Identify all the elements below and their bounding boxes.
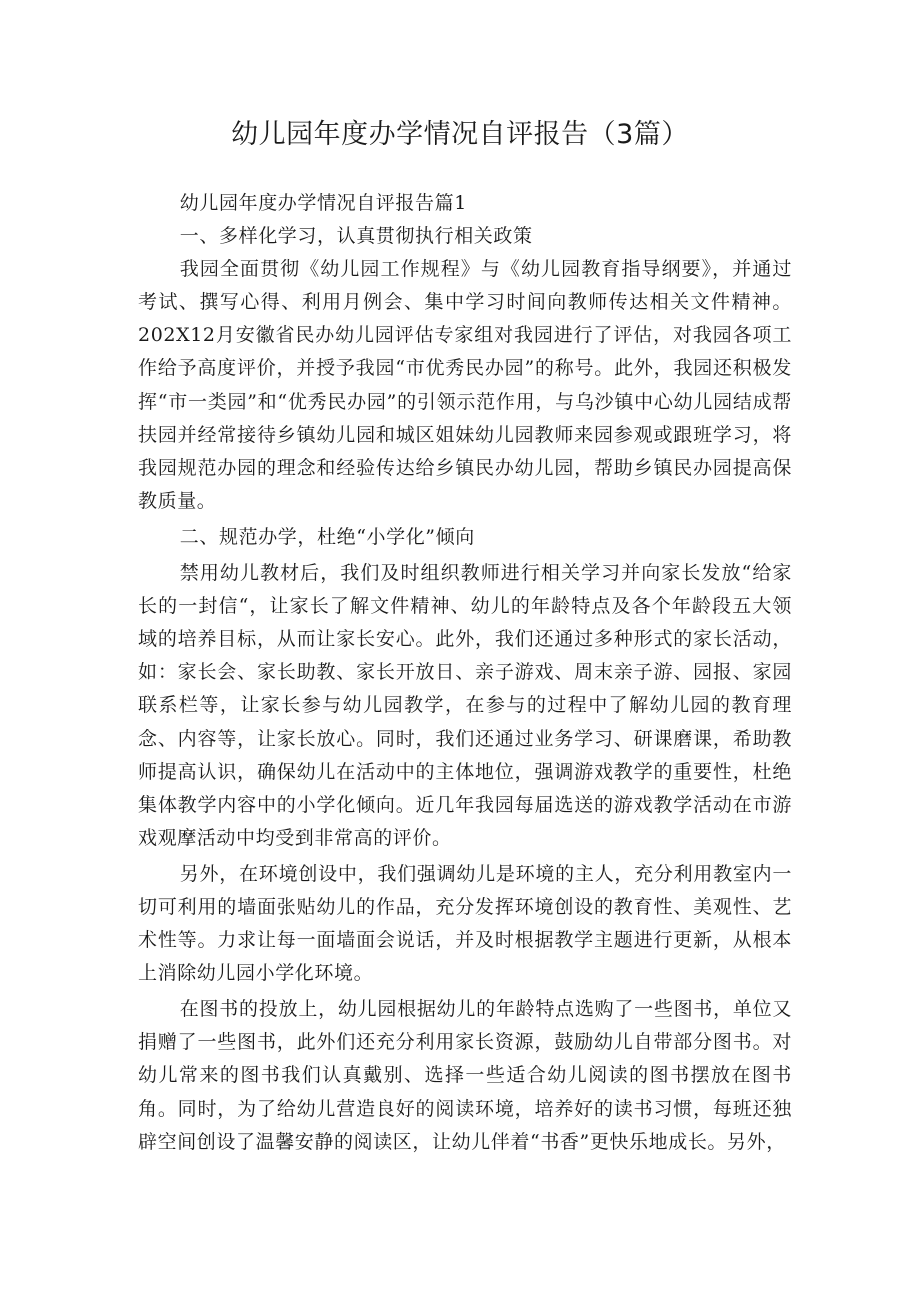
paragraph-1: 我园全面贯彻《幼儿园工作规程》与《幼儿园教育指导纲要》，并通过考试、撰写心得、利用月例会、集中学习时间向教师传达相关文件精神。202X12月安徽省民办幼儿园评估专家组对我园进行了评估，对我园各项工作给予高度评价，并授予我园“市优秀民办园”的称号。此外，我园还积极发挥“市一类园”和“优秀民办园”的引领示范作用，与乌沙镇中心幼儿园结成帮扶园并经常接待乡镇幼儿园和城区姐妹幼儿园教师来园参观或跟班学习，将我园规范办园的理念和经验传达给乡镇民办幼儿园，帮助乡镇民办园提高保教质量。 [138, 258, 792, 512]
paragraph-3: 另外，在环境创设中，我们强调幼儿是环境的主人，充分利用教室内一切可利用的墙面张贴幼儿的作品，充分发挥环境创设的教育性、美观性、艺术性等。力求让每一面墙面会说话，并及时根据教学主题进行更新，从根本上消除幼儿园小学化环境。 [138, 862, 792, 985]
document-body [138, 187, 792, 1159]
document-title: 幼儿园年度办学情况自评报告（3篇） [231, 119, 689, 150]
section-title: 幼儿园年度办学情况自评报告篇1 [179, 192, 467, 214]
heading-1: 一、多样化学习，认真贯彻执行相关政策 [179, 225, 533, 248]
heading-2: 二、规范办学，杜绝“小学化”倾向 [179, 525, 475, 548]
paragraph-2: 禁用幼儿教材后，我们及时组织教师进行相关学习并向家长发放“给家长的一封信“，让家长了解文件精神、幼儿的年龄特点及各个年龄段五大领域的培养目标，从而让家长安心。此外，我们还通过多种形式的家长活动，如：家长会、家长助教、家长开放日、亲子游戏、周末亲子游、园报、家园联系栏等，让家长参与幼儿园教学，在参与的过程中了解幼儿园的教育理念、内容等，让家长放心。同时，我们还通过业务学习、研课磨课，希助教师提高认识，确保幼儿在活动中的主体地位，强调游戏教学的重要性，杜绝集体教学内容中的小学化倾向。近几年我园每届选送的游戏教学活动在市游戏观摩活动中均受到非常高的评价。 [138, 562, 792, 849]
paragraph-4: 在图书的投放上，幼儿园根据幼儿的年龄特点选购了一些图书，单位又捐赠了一些图书，此外们还充分利用家长资源，鼓励幼儿自带部分图书。对幼儿常来的图书我们认真戴别、选择一些适合幼儿阅读的图书摆放在图书角。同时，为了给幼儿营造良好的阅读环境，培养好的读书习惯，每班还独辟空间创设了温馨安静的阅读区，让幼儿伴着“书香”更快乐地成长。另外， [138, 998, 792, 1153]
